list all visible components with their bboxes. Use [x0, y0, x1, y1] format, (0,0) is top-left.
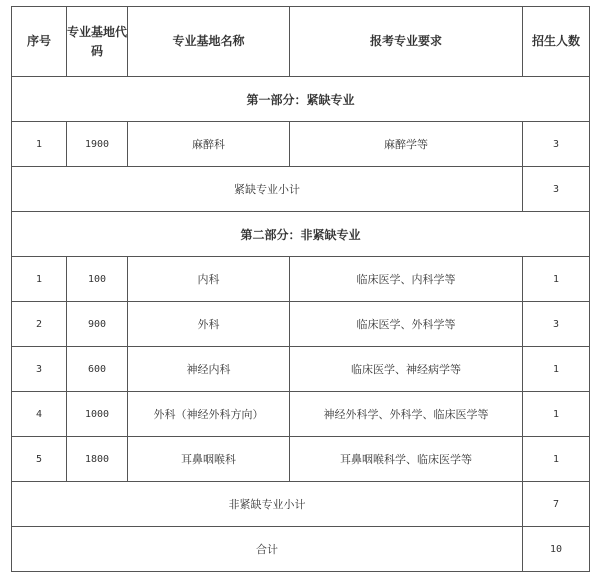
section-row-part1 [12, 77, 590, 122]
cell-seq: 5 [12, 437, 67, 482]
header-code: 专业基地代码 [67, 7, 128, 77]
header-requirement: 报考专业要求 [290, 7, 523, 77]
table-row [12, 437, 590, 482]
cell-count: 1 [523, 347, 590, 392]
cell-requirement: 临床医学、内科学等 [290, 257, 523, 302]
header-name: 专业基地名称 [128, 7, 290, 77]
total-row [12, 527, 590, 572]
cell-code: 1900 [67, 122, 128, 167]
cell-name: 耳鼻咽喉科 [128, 437, 290, 482]
subtotal-value-part2: 7 [523, 482, 590, 527]
cell-count: 1 [523, 392, 590, 437]
cell-count: 1 [523, 437, 590, 482]
total-value: 10 [523, 527, 590, 572]
cell-name: 外科（神经外科方向） [128, 392, 290, 437]
table-row [12, 122, 590, 167]
cell-code: 900 [67, 302, 128, 347]
cell-count: 1 [523, 257, 590, 302]
cell-seq: 2 [12, 302, 67, 347]
cell-code: 1000 [67, 392, 128, 437]
cell-requirement: 麻醉学等 [290, 122, 523, 167]
section-row-part2 [12, 212, 590, 257]
cell-requirement: 临床医学、神经病学等 [290, 347, 523, 392]
cell-requirement: 临床医学、外科学等 [290, 302, 523, 347]
cell-seq: 4 [12, 392, 67, 437]
header-count: 招生人数 [523, 7, 590, 77]
subtotal-row-part1 [12, 167, 590, 212]
table-row [12, 257, 590, 302]
cell-requirement: 神经外科学、外科学、临床医学等 [290, 392, 523, 437]
table-row [12, 302, 590, 347]
header-row [12, 7, 590, 77]
cell-name: 麻醉科 [128, 122, 290, 167]
subtotal-value-part1: 3 [523, 167, 590, 212]
subtotal-label-part2: 非紧缺专业小计 [12, 482, 523, 527]
cell-code: 1800 [67, 437, 128, 482]
admissions-table [11, 6, 590, 572]
cell-name: 外科 [128, 302, 290, 347]
subtotal-label-part1: 紧缺专业小计 [12, 167, 523, 212]
total-label: 合计 [12, 527, 523, 572]
cell-seq: 1 [12, 122, 67, 167]
header-seq: 序号 [12, 7, 67, 77]
cell-name: 内科 [128, 257, 290, 302]
cell-name: 神经内科 [128, 347, 290, 392]
table-row [12, 392, 590, 437]
section-title-part2: 第二部分：非紧缺专业 [12, 212, 590, 257]
cell-count: 3 [523, 122, 590, 167]
subtotal-row-part2 [12, 482, 590, 527]
cell-requirement: 耳鼻咽喉科学、临床医学等 [290, 437, 523, 482]
cell-seq: 1 [12, 257, 67, 302]
section-title-part1: 第一部分：紧缺专业 [12, 77, 590, 122]
cell-code: 100 [67, 257, 128, 302]
cell-count: 3 [523, 302, 590, 347]
table-row [12, 347, 590, 392]
cell-seq: 3 [12, 347, 67, 392]
cell-code: 600 [67, 347, 128, 392]
